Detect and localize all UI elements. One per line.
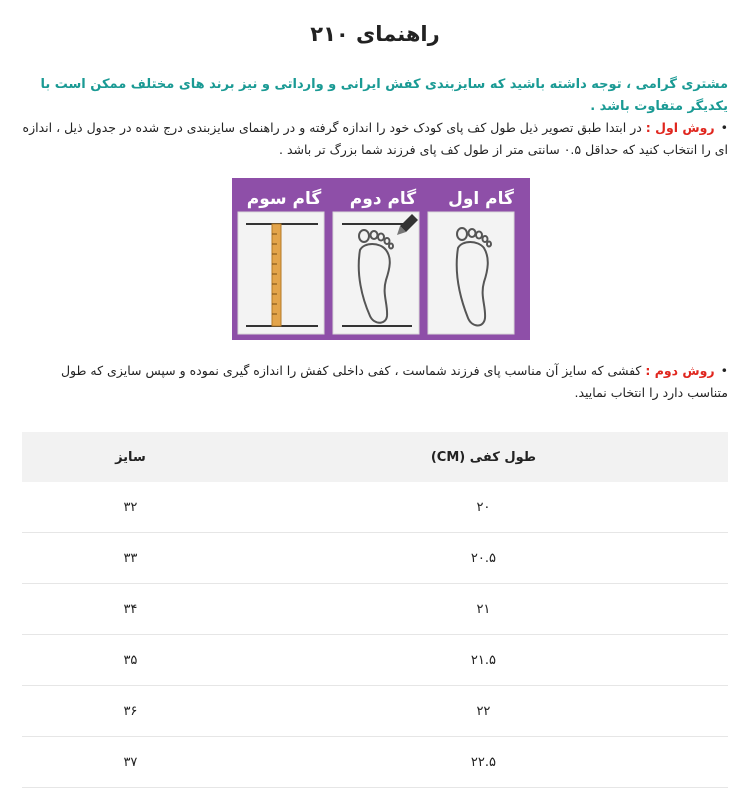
method-one: [22, 117, 728, 161]
method-two-text: کفشی که سایز آن مناسب پای فرزند شماست ، کفی داخلی کفش را اندازه گیری نموده و سپس سایزی که طول متناسب دارد را انتخاب نمایید.: [60, 363, 728, 400]
measuring-steps-image: [232, 178, 530, 340]
table-row: [22, 482, 728, 533]
method-one-text: در ابتدا طبق تصویر ذیل طول کف پای کودک خود را اندازه گرفته و در راهنمای سایزبندی درج شده در جدول ذیل ، اندازه ای را انتخاب کنید که حداقل ۰.۵ سانتی متر از طول کف پای فرزند شما بزرگ تر باشد .: [22, 120, 728, 157]
length-cell: ۲۱.۵: [239, 635, 728, 686]
measuring-steps-svg: [232, 178, 530, 340]
size-table: [22, 432, 728, 788]
table-row: [22, 737, 728, 788]
intro-notice: مشتری گرامی ، توجه داشته باشید که سایزبندی کفش ایرانی و وارداتی و نیز برند های مختلف ممکن است با یکدیگر متفاوت باشد .: [40, 77, 728, 114]
length-cell: ۲۲.۵: [239, 737, 728, 788]
method-two-label: روش دوم :: [645, 363, 715, 378]
length-cell: ۲۲: [239, 686, 728, 737]
size-cell: ۳۷: [22, 737, 239, 788]
step-label-one: گام اول: [448, 189, 514, 209]
size-cell: ۳۲: [22, 482, 239, 533]
table-row: [22, 533, 728, 584]
size-cell: ۳۳: [22, 533, 239, 584]
bullet-icon: •: [720, 120, 728, 135]
length-cell: ۲۰.۵: [239, 533, 728, 584]
method-two: [22, 360, 728, 404]
size-cell: ۳۴: [22, 584, 239, 635]
table-row: [22, 686, 728, 737]
header-length: طول کفی (CM): [239, 432, 728, 482]
size-cell: ۳۵: [22, 635, 239, 686]
size-cell: ۳۶: [22, 686, 239, 737]
bullet-icon: •: [720, 363, 728, 378]
page-title: راهنمای ۲۱۰: [310, 22, 440, 46]
method-one-label: روش اول :: [645, 120, 715, 135]
header-size: سایز: [22, 432, 239, 482]
table-header-row: [22, 432, 728, 482]
table-row: [22, 635, 728, 686]
step-label-two: گام دوم: [349, 189, 417, 209]
step-label-three: گام سوم: [246, 189, 322, 209]
length-cell: ۲۱: [239, 584, 728, 635]
step-one-panel: [428, 212, 514, 334]
length-cell: ۲۰: [239, 482, 728, 533]
ruler-icon: [272, 224, 281, 326]
table-row: [22, 584, 728, 635]
